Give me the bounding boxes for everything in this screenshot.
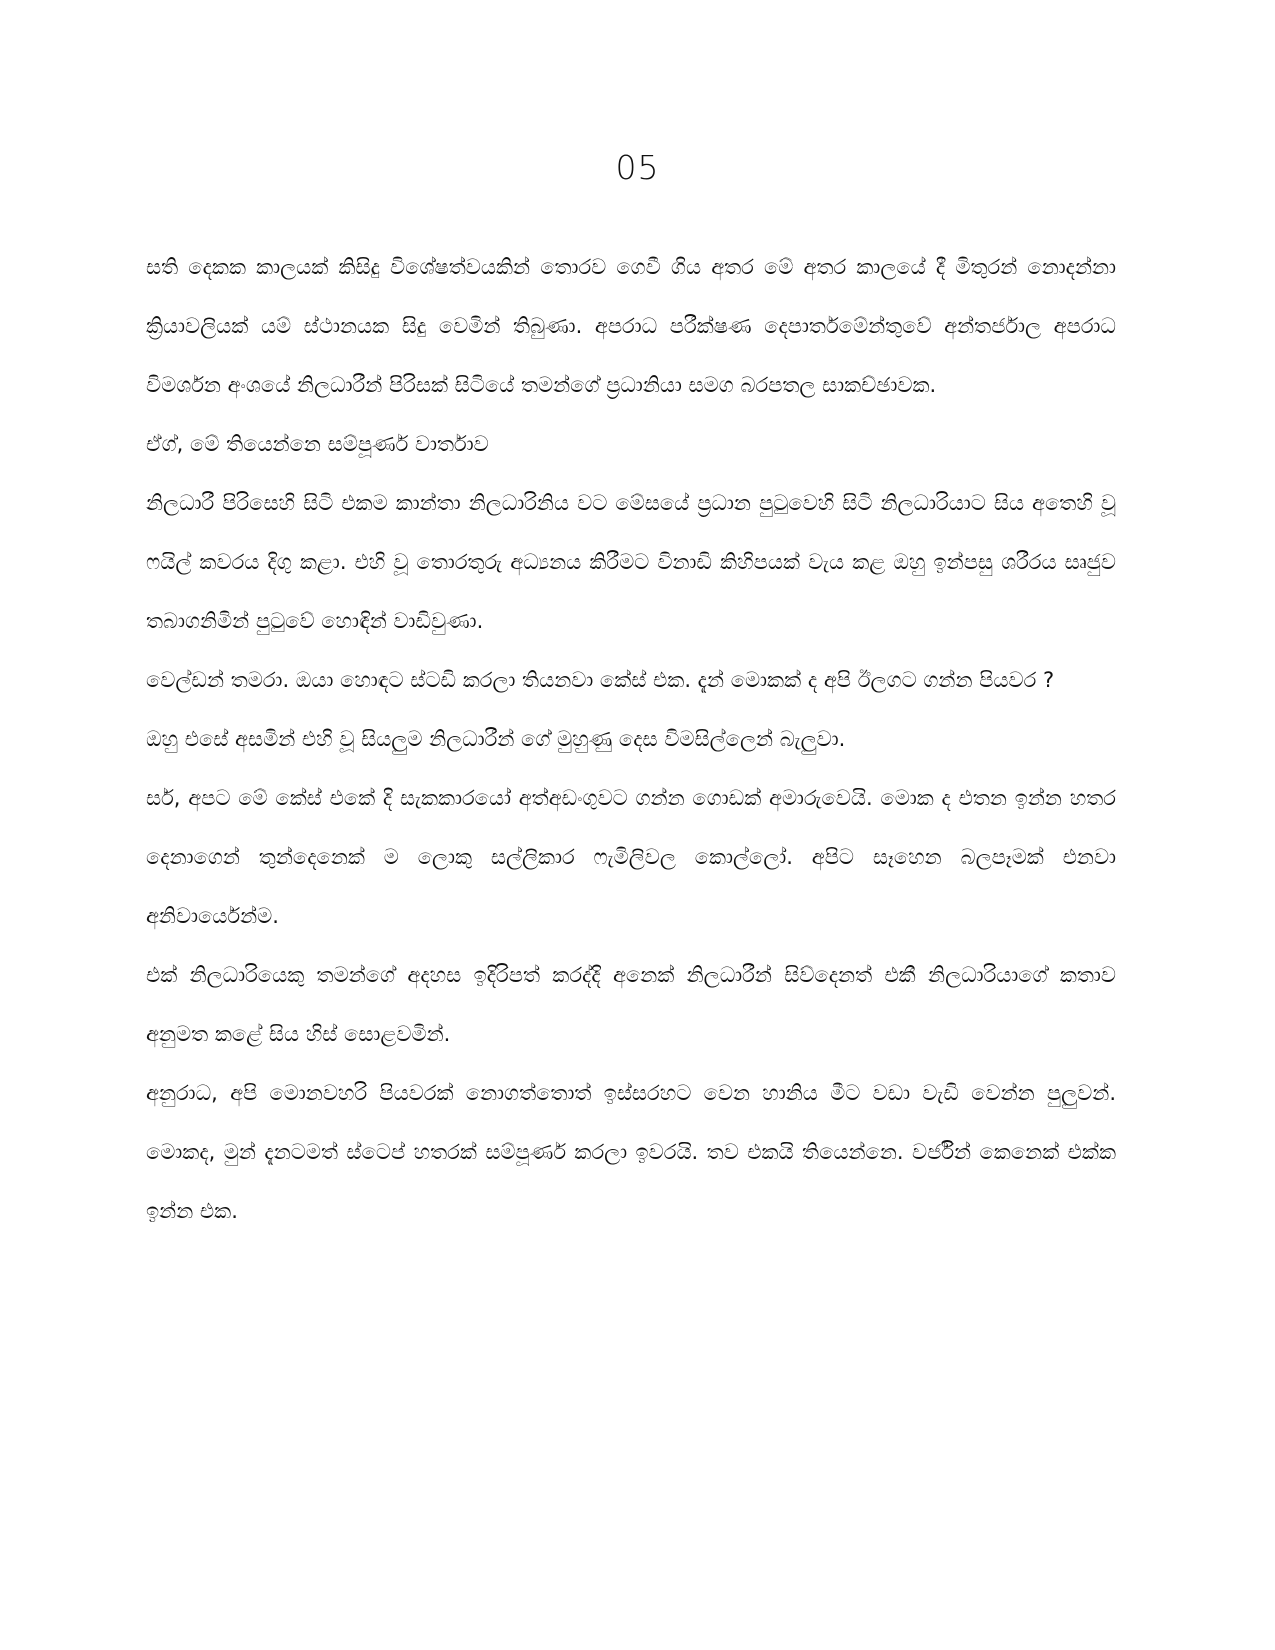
- paragraph-4: වෙල්ඩන් තමරා. ඔයා හොඳට ස්ටඩි කරලා තියනවා කේස් එක. දැන් මොකක් ද අපි ඊලගට ගන්න පියවර ?: [146, 668, 1055, 692]
- paragraph-3: නිලධාරී පිරිසෙහි සිටි එකම කාන්තා නිලධාරිනිය වට මේසයේ ප්‍රධාන පුටුවෙහි සිටි නිලධාරියාට සිය අතෙහි වූ ෆයිල් කවරය දිගු කළා. එහි වූ තොරතුරු අධ්‍යනය කිරීමට විනාඩි කිහිපයක් වැය කළ ඔහු ඉන්පසු ශරීරය සෘජුව තබාගනිමින් පුටුවේ හොඳින් වාඩිවුණා.: [146, 491, 1116, 633]
- chapter-number: 05: [615, 148, 660, 187]
- body-text: [146, 238, 1116, 1241]
- paragraph-1: සති දෙකක කාලයක් කිසිදු විශේෂත්වයකින් තොරව ගෙවී ගිය අතර මේ අතර කාලයේ දී මිතුරන් නොදන්නා ක්‍රියාවලියක් යම් ස්ථානයක සිදු වෙමින් තිබුණා. අපරාධ පරීක්ෂණ දෙපාර්තමේන්තුවේ අන්තර්ජාල අපරාධ විමර්ශන අංශයේ නිලධාරීන් පිරිසක් සිටියේ තමන්ගේ ප්‍රධානියා සමග බරපතල සාකච්ඡාවක.: [146, 255, 1116, 397]
- paragraph-5: ඔහු එසේ අසමින් එහි වූ සියලුම නිලධාරීන් ගේ මුහුණු දෙස විමසිල්ලෙන් බැලුවා.: [146, 727, 846, 751]
- paragraph-7: එක් නිලධාරියෙකු තමන්ගේ අදහස ඉදිරිපත් කරද්දි අනෙක් නිලධාරීන් සිව්දෙනත් එකී නිලධාරියාගේ කතාව අනුමත කළේ සිය හිස් සොළවමින්.: [146, 963, 1116, 1046]
- paragraph-6: සර්, අපට මේ කේස් එකේ දි සැකකාරයෝ අත්අඩංගුවට ගන්න ගොඩක් අමාරුවෙයි. මොක ද එතන ඉන්න හතර දෙනාගෙන් තුන්දෙනෙක් ම ලොකු සල්ලිකාර ෆැමිලිවල කොල්ලෝ. අපිට සෑහෙන බලපෑමක් එනවා අනිවාර්යෙන්ම.: [146, 786, 1116, 928]
- paragraph-2: ඒග්, මේ තියෙන්නෙ සම්පූර්ණ වාර්තාව: [146, 432, 489, 456]
- paragraph-8: අනුරාධ, අපි මොනවහරි පියවරක් නොගත්තොත් ඉස්සරහට වෙන හානිය මීට වඩා වැඩි වෙන්න පුලුවන්. මොකද, මුන් දැනටමත් ස්ටෙප් හතරක් සම්පූර්ණ කරලා ඉවරයි. තව එකයි තියෙන්නෙ. වර්ජින් කෙනෙක් එක්ක ඉන්න එක.: [146, 1081, 1116, 1223]
